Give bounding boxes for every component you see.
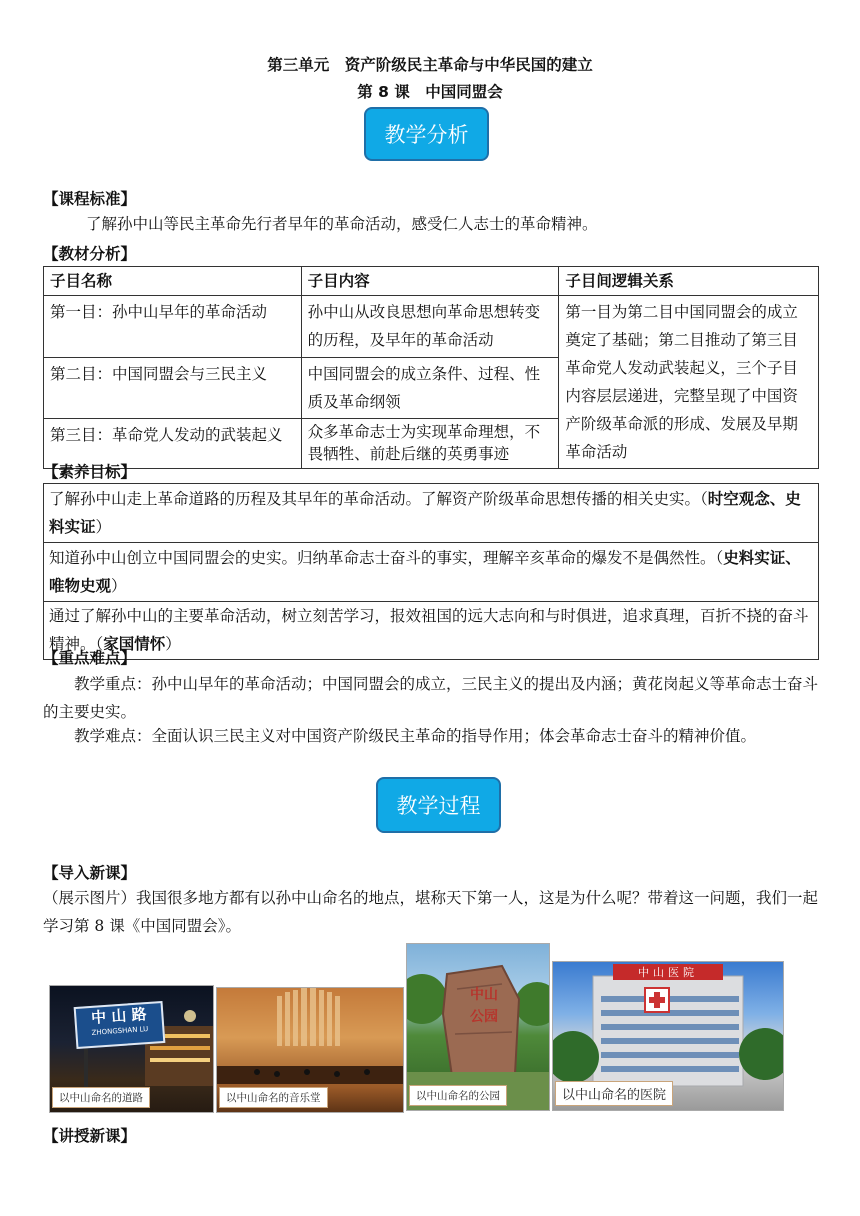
hospital-photo [552,961,784,1111]
concert-hall-photo [216,987,404,1113]
row1-content: 孙中山从改良思想向革命思想转变的历程，及早年的革命活动 [301,296,559,358]
literacy-heading: 【素养目标】 [43,463,137,481]
intro-heading: 【导入新课】 [43,864,137,882]
hospital-caption: 以中山命名的医院 [555,1081,673,1106]
material-heading: 【教材分析】 [43,245,137,263]
intro-text: （展示图片）我国很多地方都有以孙中山命名的地点，堪称天下第一人，这是为什么呢？带着这一问题，我们一起学习第 8 课《中国同盟会》。 [43,889,819,935]
curriculum-text: 了解孙中山等民主革命先行者早年的革命活动，感受仁人志士的革命精神。 [86,215,598,233]
literacy-item: 知道孙中山创立中国同盟会的史实。归纳革命志士奋斗的事实，理解辛亥革命的爆发不是偶然性。（史料实证、唯物史观） [44,543,818,602]
relation-cell: 第一目为第二目中国同盟会的成立奠定了基础；第二目推动了第三目革命党人发动武装起义，三个子目内容层层递进，完整呈现了中国资产阶级革命派的形成、发展及早期革命活动 [559,296,819,469]
col-header-relation: 子目间逻辑关系 [559,267,819,296]
focus-text: 教学重点：孙中山早年的革命活动；中国同盟会的成立，三民主义的提出及内涵；黄花岗起义等革命志士奋斗的主要史实。 [43,675,819,721]
row2-content: 中国同盟会的成立条件、过程、性质及革命纲领 [301,357,559,419]
teaching-analysis-tag: 教学分析 [364,107,489,161]
park-photo [406,943,550,1111]
row3-name: 第三目：革命党人发动的武装起义 [44,419,302,469]
col-header-name: 子目名称 [44,267,302,296]
keypoints-heading: 【重点难点】 [43,649,137,667]
difficulty-text: 教学难点：全面认识三民主义对中国资产阶级民主革命的指导作用；体会革命志士奋斗的精神价值。 [74,727,757,745]
park-caption: 以中山命名的公园 [409,1085,507,1106]
park-stone-text: 中山公园 [470,987,498,1025]
curriculum-heading: 【课程标准】 [43,190,137,208]
row3-content: 众多革命志士为实现革命理想，不畏牺牲、前赴后继的英勇事迹 [301,419,559,469]
material-table [43,266,819,469]
literacy-item: 了解孙中山走上革命道路的历程及其早年的革命活动。了解资产阶级革命思想传播的相关史实。（时空观念、史料实证） [44,484,818,543]
unit-title: 第三单元 资产阶级民主革命与中华民国的建立 [267,56,593,74]
teaching-process-tag: 教学过程 [376,777,501,833]
row2-name: 第二目：中国同盟会与三民主义 [44,357,302,419]
road-caption: 以中山命名的道路 [52,1087,150,1108]
row1-name: 第一目：孙中山早年的革命活动 [44,296,302,358]
literacy-table [43,483,819,660]
lesson-title: 第 8 课 中国同盟会 [357,83,503,101]
hospital-sign: 中山医院 [613,964,723,980]
road-sign: 中 山 路 ZHONGSHAN LU [74,1001,166,1049]
teach-heading: 【讲授新课】 [43,1127,137,1145]
road-photo [49,985,214,1113]
col-header-content: 子目内容 [301,267,559,296]
literacy-item: 通过了解孙中山的主要革命活动，树立刻苦学习，报效祖国的远大志向和与时俱进，追求真理，百折不挠的奋斗精神。（家国情怀） [49,607,809,653]
concert-hall-caption: 以中山命名的音乐堂 [219,1087,328,1108]
